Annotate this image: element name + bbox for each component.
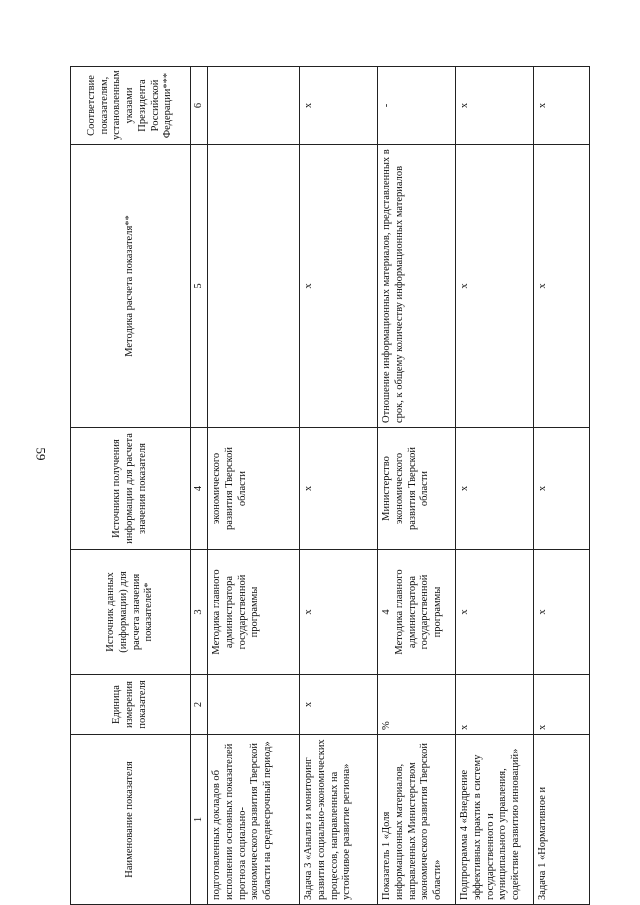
info-source-cell: х bbox=[300, 428, 378, 550]
header-calculation-method: Методика расчета показателя** bbox=[71, 145, 191, 428]
compliance-cell bbox=[208, 67, 300, 145]
compliance-cell: х bbox=[456, 67, 534, 145]
indicator-name-cell: Задача 3 «Анализ и мониторинг развития социально-экономических процессов, направленных на устойчивое развитие региона» bbox=[300, 735, 378, 905]
unit-cell: х bbox=[456, 675, 534, 735]
header-data-source: Источник данных (информации) для расчета значения показателей* bbox=[71, 550, 191, 675]
compliance-cell: - bbox=[378, 67, 456, 145]
info-source-cell: Министерство экономического развития Тверской области bbox=[378, 428, 456, 550]
data-source-cell: х bbox=[456, 550, 534, 675]
compliance-cell: х bbox=[534, 67, 590, 145]
compliance-cell: х bbox=[300, 67, 378, 145]
column-number: 6 bbox=[191, 67, 208, 145]
unit-cell: % bbox=[378, 675, 456, 735]
column-number-row bbox=[191, 67, 208, 905]
method-cell: х bbox=[456, 145, 534, 428]
page-number: 59 bbox=[33, 447, 49, 461]
indicator-name-cell: Задача 1 «Нормативное и bbox=[534, 735, 590, 905]
data-source-cell: 4 Методика главного администратора государственной программы bbox=[378, 550, 456, 675]
data-source-cell: х bbox=[300, 550, 378, 675]
table-row bbox=[208, 67, 300, 905]
method-cell bbox=[208, 145, 300, 428]
column-number: 2 bbox=[191, 675, 208, 735]
info-source-cell: х bbox=[534, 428, 590, 550]
indicators-table bbox=[70, 66, 590, 905]
column-number: 3 bbox=[191, 550, 208, 675]
unit-cell: х bbox=[300, 675, 378, 735]
method-cell: х bbox=[534, 145, 590, 428]
indicator-name-cell: Подпрограмма 4 «Внедрение эффективных практик в систему государственного и муниципального управления, содействие развитию инноваций» bbox=[456, 735, 534, 905]
column-number: 4 bbox=[191, 428, 208, 550]
info-source-cell: экономического развития Тверской области bbox=[208, 428, 300, 550]
method-cell: Отношение информационных материалов, представленных в срок, к общему количеству информационных материалов bbox=[378, 145, 456, 428]
header-presidential-compliance: Соответствие показателям, установленным указами Президента Российской Федерации*** bbox=[71, 67, 191, 145]
indicator-name-cell: подготовленных докладов об исполнении основных показателей прогноза социально-экономического развития Тверской области на среднесрочный период» bbox=[208, 735, 300, 905]
header-unit: Единица измерения показателя bbox=[71, 675, 191, 735]
method-cell: х bbox=[300, 145, 378, 428]
table-row bbox=[300, 67, 378, 905]
table-row bbox=[456, 67, 534, 905]
indicator-name-cell: Показатель 1 «Доля информационных материалов, направленных Министерством экономического развития Тверской области» bbox=[378, 735, 456, 905]
header-indicator-name: Наименование показателя bbox=[71, 735, 191, 905]
data-source-cell: Методика главного администратора государственной программы bbox=[208, 550, 300, 675]
unit-cell: х bbox=[534, 675, 590, 735]
header-row bbox=[71, 67, 191, 905]
column-number: 5 bbox=[191, 145, 208, 428]
indicators-table-container bbox=[70, 67, 590, 905]
table-row bbox=[534, 67, 590, 905]
table-row bbox=[378, 67, 456, 905]
data-source-cell: х bbox=[534, 550, 590, 675]
column-number: 1 bbox=[191, 735, 208, 905]
unit-cell bbox=[208, 675, 300, 735]
info-source-cell: х bbox=[456, 428, 534, 550]
header-info-source: Источники получения информации для расчета значения показателя bbox=[71, 428, 191, 550]
